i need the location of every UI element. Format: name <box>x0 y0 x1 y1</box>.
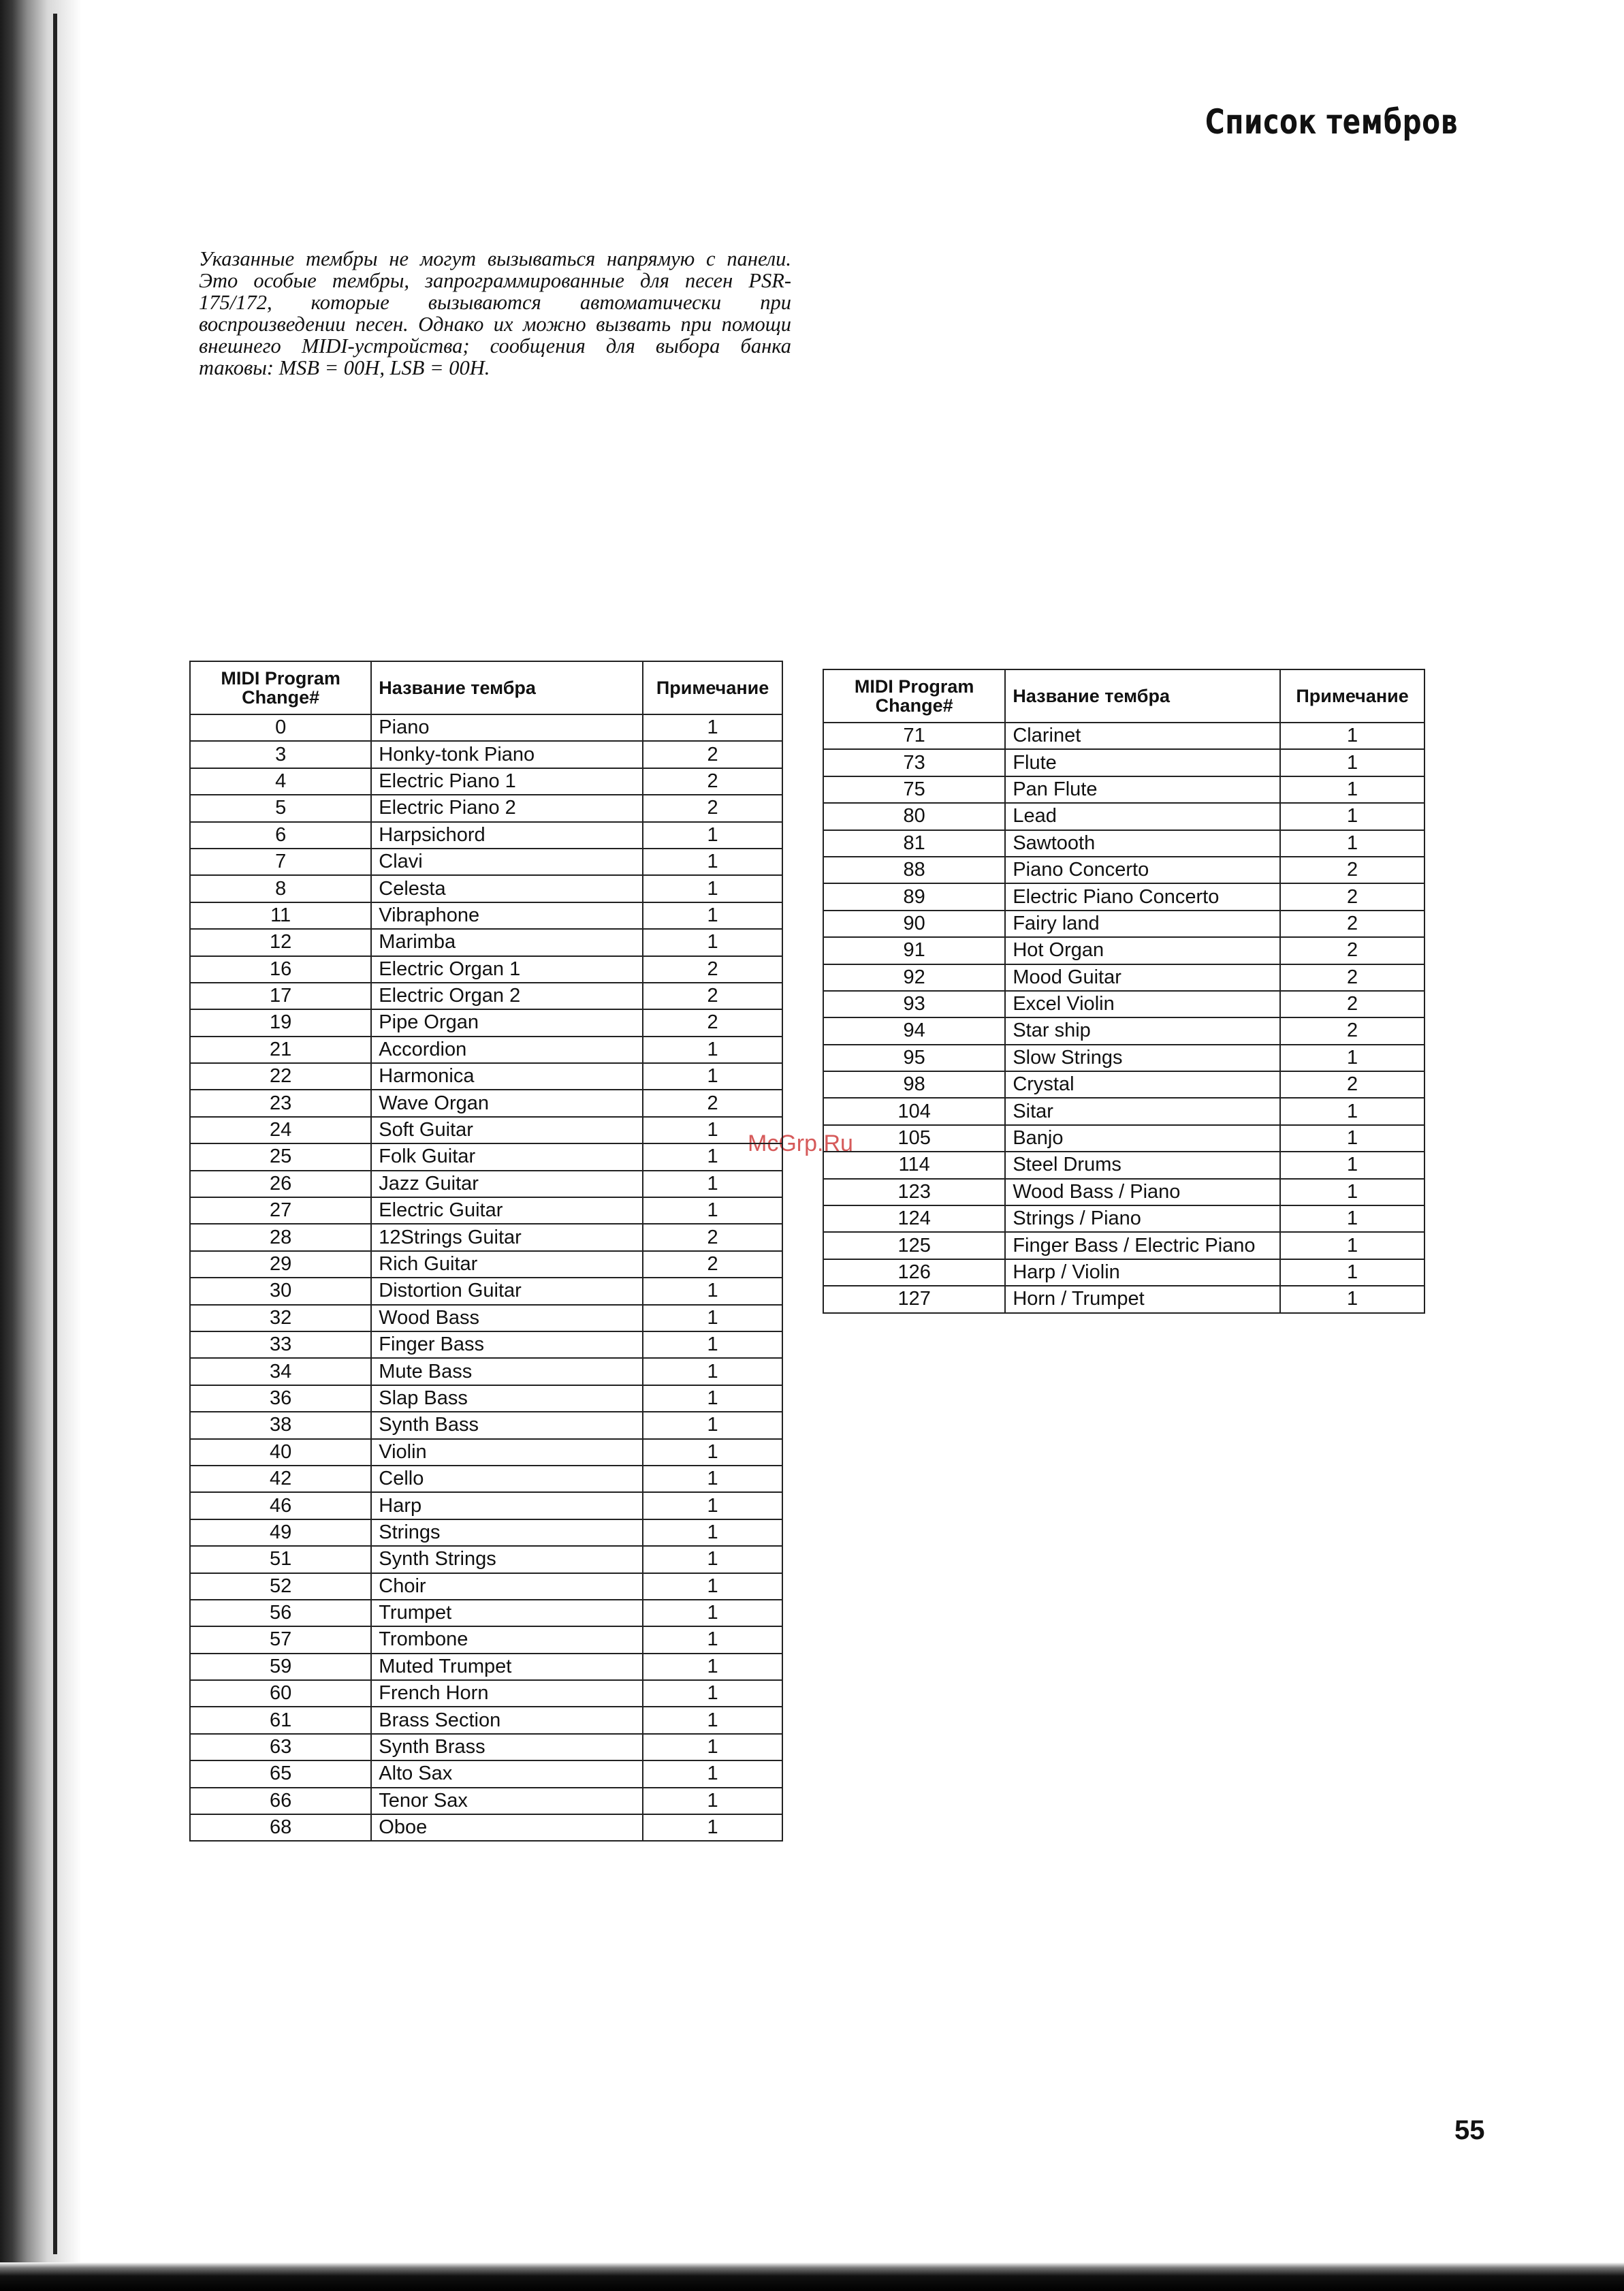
timbre-name-cell: Fairy land <box>1005 911 1280 937</box>
note-cell: 2 <box>643 1090 782 1116</box>
table-row <box>190 1197 782 1224</box>
table-row <box>190 795 782 821</box>
timbre-name-cell: Pan Flute <box>1005 776 1280 803</box>
timbre-name-cell: Accordion <box>371 1037 643 1063</box>
note-cell: 2 <box>643 956 782 983</box>
note-cell: 1 <box>643 1439 782 1466</box>
note-cell: 1 <box>643 902 782 929</box>
timbre-name-cell: Crystal <box>1005 1071 1280 1098</box>
timbre-name-cell: Trumpet <box>371 1600 643 1626</box>
table-row <box>190 929 782 955</box>
program-number-cell: 60 <box>190 1680 371 1707</box>
table-row <box>190 1492 782 1519</box>
timbre-name-cell: Wood Bass / Piano <box>1005 1179 1280 1205</box>
table-row <box>823 857 1424 883</box>
table-row <box>823 1205 1424 1232</box>
timbre-name-cell: Sawtooth <box>1005 830 1280 857</box>
note-cell: 1 <box>643 1519 782 1546</box>
note-cell: 2 <box>643 1009 782 1036</box>
timbre-name-cell: Violin <box>371 1439 643 1466</box>
note-cell: 1 <box>643 1654 782 1680</box>
table-row <box>823 803 1424 830</box>
note-cell: 1 <box>1280 1232 1424 1259</box>
note-cell: 1 <box>643 1680 782 1707</box>
timbre-name-cell: Oboe <box>371 1814 643 1841</box>
program-number-cell: 91 <box>823 937 1005 964</box>
table-row <box>190 822 782 849</box>
note-cell: 2 <box>1280 964 1424 991</box>
timbre-name-cell: Electric Piano Concerto <box>1005 883 1280 910</box>
table-row <box>190 1626 782 1653</box>
timbre-name-cell: Piano <box>371 714 643 741</box>
table-row <box>823 830 1424 857</box>
program-number-cell: 98 <box>823 1071 1005 1098</box>
timbre-name-cell: Harmonica <box>371 1063 643 1090</box>
timbre-name-cell: Tenor Sax <box>371 1788 643 1814</box>
table-row <box>190 1760 782 1787</box>
timbre-name-cell: Cello <box>371 1466 643 1492</box>
note-cell: 1 <box>643 1331 782 1358</box>
table-row <box>823 911 1424 937</box>
program-number-cell: 23 <box>190 1090 371 1116</box>
timbre-name-cell: Distortion Guitar <box>371 1278 643 1304</box>
timbre-name-cell: Slow Strings <box>1005 1045 1280 1071</box>
note-cell: 1 <box>643 1117 782 1143</box>
note-cell: 1 <box>643 929 782 955</box>
program-number-cell: 27 <box>190 1197 371 1224</box>
table-row <box>190 1358 782 1385</box>
timbre-name-cell: Harp <box>371 1492 643 1519</box>
header-note: Примечание <box>1280 669 1424 723</box>
program-number-cell: 63 <box>190 1734 371 1760</box>
note-cell: 1 <box>1280 1286 1424 1312</box>
program-number-cell: 59 <box>190 1654 371 1680</box>
note-cell: 1 <box>643 1760 782 1787</box>
timbre-name-cell: Rich Guitar <box>371 1251 643 1278</box>
timbre-name-cell: Lead <box>1005 803 1280 830</box>
timbre-name-cell: Synth Bass <box>371 1412 643 1438</box>
table-row <box>823 1071 1424 1098</box>
note-cell: 1 <box>1280 1259 1424 1286</box>
timbre-name-cell: Folk Guitar <box>371 1143 643 1170</box>
table-row <box>823 1259 1424 1286</box>
table-row <box>823 991 1424 1017</box>
note-cell: 1 <box>1280 776 1424 803</box>
note-cell: 1 <box>1280 1205 1424 1232</box>
program-number-cell: 126 <box>823 1259 1005 1286</box>
note-cell: 1 <box>643 1546 782 1573</box>
note-cell: 1 <box>1280 1098 1424 1124</box>
timbre-table-left <box>189 661 783 1842</box>
note-cell: 1 <box>643 1171 782 1197</box>
timbre-name-cell: French Horn <box>371 1680 643 1707</box>
timbre-name-cell: Vibraphone <box>371 902 643 929</box>
timbre-name-cell: Electric Organ 1 <box>371 956 643 983</box>
timbre-name-cell: Alto Sax <box>371 1760 643 1787</box>
table-row <box>190 1090 782 1116</box>
table-row <box>190 714 782 741</box>
note-cell: 2 <box>1280 883 1424 910</box>
table-row <box>190 1519 782 1546</box>
program-number-cell: 34 <box>190 1358 371 1385</box>
table-row <box>823 776 1424 803</box>
timbre-name-cell: Marimba <box>371 929 643 955</box>
program-number-cell: 93 <box>823 991 1005 1017</box>
note-cell: 2 <box>1280 991 1424 1017</box>
timbre-name-cell: Strings / Piano <box>1005 1205 1280 1232</box>
program-number-cell: 5 <box>190 795 371 821</box>
timbre-name-cell: Electric Piano 1 <box>371 768 643 795</box>
note-cell: 1 <box>643 1412 782 1438</box>
note-cell: 1 <box>1280 830 1424 857</box>
header-timbre-name: Название тембра <box>1005 669 1280 723</box>
note-cell: 1 <box>643 1278 782 1304</box>
table-row <box>823 1179 1424 1205</box>
program-number-cell: 66 <box>190 1788 371 1814</box>
timbre-name-cell: Synth Strings <box>371 1546 643 1573</box>
table-row <box>190 1412 782 1438</box>
table-row <box>190 1037 782 1063</box>
table-row <box>190 1171 782 1197</box>
note-cell: 1 <box>643 1492 782 1519</box>
table-row <box>190 1063 782 1090</box>
timbre-name-cell: Clavi <box>371 849 643 875</box>
note-cell: 1 <box>643 1063 782 1090</box>
table-row <box>190 768 782 795</box>
table-row <box>823 1232 1424 1259</box>
program-number-cell: 95 <box>823 1045 1005 1071</box>
timbre-name-cell: Excel Violin <box>1005 991 1280 1017</box>
intro-paragraph: Указанные тембры не могут вызываться напрямую с панели. Это особые тембры, запрограммированные для песен PSR-175/172, которые вызываются автоматически при воспроизведении песен. Однако их можно вызвать при помощи внешнего MIDI-устройства; сообщения для выбора банка таковы: MSB = 00H, LSB = 00H. <box>199 247 791 379</box>
table-row <box>190 1788 782 1814</box>
program-number-cell: 89 <box>823 883 1005 910</box>
timbre-name-cell: Steel Drums <box>1005 1152 1280 1178</box>
timbre-name-cell: Electric Organ 2 <box>371 983 643 1009</box>
program-number-cell: 46 <box>190 1492 371 1519</box>
note-cell: 1 <box>643 1707 782 1733</box>
note-cell: 2 <box>1280 937 1424 964</box>
note-cell: 1 <box>643 714 782 741</box>
table-row <box>190 1143 782 1170</box>
program-number-cell: 21 <box>190 1037 371 1063</box>
table-row <box>190 1546 782 1573</box>
timbre-table-right <box>823 669 1425 1314</box>
table-row <box>190 1466 782 1492</box>
program-number-cell: 42 <box>190 1466 371 1492</box>
table-row <box>190 1734 782 1760</box>
program-number-cell: 114 <box>823 1152 1005 1178</box>
note-cell: 1 <box>643 1358 782 1385</box>
timbre-name-cell: Brass Section <box>371 1707 643 1733</box>
note-cell: 1 <box>643 1626 782 1653</box>
table-row <box>190 1385 782 1412</box>
timbre-name-cell: Mood Guitar <box>1005 964 1280 991</box>
timbre-name-cell: 12Strings Guitar <box>371 1224 643 1250</box>
scan-bottom-shadow <box>0 2262 1624 2291</box>
timbre-name-cell: Wood Bass <box>371 1305 643 1331</box>
program-number-cell: 29 <box>190 1251 371 1278</box>
program-number-cell: 81 <box>823 830 1005 857</box>
table-row <box>190 1305 782 1331</box>
table-row <box>823 1098 1424 1124</box>
note-cell: 1 <box>643 822 782 849</box>
program-number-cell: 94 <box>823 1017 1005 1044</box>
table-row <box>823 749 1424 776</box>
program-number-cell: 68 <box>190 1814 371 1841</box>
program-number-cell: 7 <box>190 849 371 875</box>
program-number-cell: 65 <box>190 1760 371 1787</box>
table-row <box>190 902 782 929</box>
program-number-cell: 71 <box>823 723 1005 749</box>
table-row <box>823 964 1424 991</box>
table-row <box>190 1814 782 1841</box>
table-row <box>190 741 782 768</box>
program-number-cell: 73 <box>823 749 1005 776</box>
timbre-name-cell: Honky-tonk Piano <box>371 741 643 768</box>
note-cell: 1 <box>1280 1152 1424 1178</box>
header-note: Примечание <box>643 661 782 714</box>
program-number-cell: 16 <box>190 956 371 983</box>
timbre-name-cell: Choir <box>371 1573 643 1600</box>
timbre-name-cell: Horn / Trumpet <box>1005 1286 1280 1312</box>
timbre-name-cell: Banjo <box>1005 1125 1280 1152</box>
note-cell: 2 <box>1280 857 1424 883</box>
program-number-cell: 56 <box>190 1600 371 1626</box>
program-number-cell: 8 <box>190 875 371 902</box>
watermark: McGrp.Ru <box>748 1131 853 1156</box>
table-row <box>190 875 782 902</box>
table-row <box>190 1600 782 1626</box>
timbre-name-cell: Slap Bass <box>371 1385 643 1412</box>
timbre-name-cell: Strings <box>371 1519 643 1546</box>
timbre-name-cell: Harp / Violin <box>1005 1259 1280 1286</box>
note-cell: 1 <box>643 1385 782 1412</box>
timbre-name-cell: Soft Guitar <box>371 1117 643 1143</box>
scan-page-edge <box>53 14 57 2254</box>
note-cell: 2 <box>643 795 782 821</box>
timbre-name-cell: Finger Bass <box>371 1331 643 1358</box>
table-row <box>190 849 782 875</box>
header-timbre-name: Название тембра <box>371 661 643 714</box>
timbre-name-cell: Sitar <box>1005 1098 1280 1124</box>
program-number-cell: 0 <box>190 714 371 741</box>
table-row <box>190 1117 782 1143</box>
note-cell: 1 <box>643 1197 782 1224</box>
program-number-cell: 12 <box>190 929 371 955</box>
timbre-name-cell: Electric Piano 2 <box>371 795 643 821</box>
note-cell: 2 <box>643 1224 782 1250</box>
table-row <box>823 883 1424 910</box>
program-number-cell: 4 <box>190 768 371 795</box>
timbre-name-cell: Harpsichord <box>371 822 643 849</box>
timbre-name-cell: Pipe Organ <box>371 1009 643 1036</box>
program-number-cell: 61 <box>190 1707 371 1733</box>
program-number-cell: 11 <box>190 902 371 929</box>
program-number-cell: 17 <box>190 983 371 1009</box>
program-number-cell: 75 <box>823 776 1005 803</box>
program-number-cell: 123 <box>823 1179 1005 1205</box>
timbre-name-cell: Jazz Guitar <box>371 1171 643 1197</box>
program-number-cell: 125 <box>823 1232 1005 1259</box>
table-row <box>823 937 1424 964</box>
program-number-cell: 80 <box>823 803 1005 830</box>
note-cell: 1 <box>643 1037 782 1063</box>
note-cell: 1 <box>1280 1045 1424 1071</box>
table-row <box>190 1251 782 1278</box>
program-number-cell: 51 <box>190 1546 371 1573</box>
note-cell: 1 <box>1280 1125 1424 1152</box>
note-cell: 1 <box>643 1788 782 1814</box>
program-number-cell: 36 <box>190 1385 371 1412</box>
table-body-right <box>823 723 1424 1313</box>
table-row <box>190 956 782 983</box>
table-header-row <box>190 661 782 714</box>
table-row <box>823 1152 1424 1178</box>
table-row <box>190 983 782 1009</box>
note-cell: 1 <box>643 849 782 875</box>
timbre-name-cell: Synth Brass <box>371 1734 643 1760</box>
table-row <box>190 1680 782 1707</box>
program-number-cell: 104 <box>823 1098 1005 1124</box>
note-cell: 1 <box>643 1143 782 1170</box>
table-row <box>190 1439 782 1466</box>
program-number-cell: 52 <box>190 1573 371 1600</box>
program-number-cell: 105 <box>823 1125 1005 1152</box>
program-number-cell: 49 <box>190 1519 371 1546</box>
page-number: 55 <box>1454 2115 1485 2145</box>
timbre-name-cell: Piano Concerto <box>1005 857 1280 883</box>
scan-binding-shadow <box>0 0 89 2291</box>
program-number-cell: 24 <box>190 1117 371 1143</box>
table-row <box>190 1573 782 1600</box>
note-cell: 2 <box>643 1251 782 1278</box>
timbre-name-cell: Celesta <box>371 875 643 902</box>
note-cell: 2 <box>1280 1017 1424 1044</box>
program-number-cell: 3 <box>190 741 371 768</box>
page-title: Список тембров <box>1205 102 1459 142</box>
timbre-name-cell: Wave Organ <box>371 1090 643 1116</box>
program-number-cell: 33 <box>190 1331 371 1358</box>
note-cell: 1 <box>643 1734 782 1760</box>
program-number-cell: 19 <box>190 1009 371 1036</box>
table-body-left <box>190 714 782 1841</box>
table-row <box>190 1707 782 1733</box>
table-row <box>823 1017 1424 1044</box>
table-header-row <box>823 669 1424 723</box>
note-cell: 1 <box>643 1600 782 1626</box>
timbre-name-cell: Clarinet <box>1005 723 1280 749</box>
note-cell: 2 <box>1280 1071 1424 1098</box>
timbre-name-cell: Star ship <box>1005 1017 1280 1044</box>
table-row <box>190 1278 782 1304</box>
table-row <box>190 1224 782 1250</box>
note-cell: 1 <box>1280 749 1424 776</box>
note-cell: 1 <box>643 1305 782 1331</box>
note-cell: 1 <box>643 1466 782 1492</box>
note-cell: 1 <box>1280 803 1424 830</box>
program-number-cell: 32 <box>190 1305 371 1331</box>
note-cell: 2 <box>1280 911 1424 937</box>
program-number-cell: 28 <box>190 1224 371 1250</box>
header-program-change: MIDI Program Change# <box>823 669 1005 723</box>
note-cell: 1 <box>643 875 782 902</box>
program-number-cell: 25 <box>190 1143 371 1170</box>
note-cell: 2 <box>643 983 782 1009</box>
program-number-cell: 90 <box>823 911 1005 937</box>
program-number-cell: 22 <box>190 1063 371 1090</box>
timbre-name-cell: Finger Bass / Electric Piano <box>1005 1232 1280 1259</box>
note-cell: 2 <box>643 768 782 795</box>
note-cell: 1 <box>1280 723 1424 749</box>
note-cell: 1 <box>643 1573 782 1600</box>
program-number-cell: 6 <box>190 822 371 849</box>
timbre-name-cell: Muted Trumpet <box>371 1654 643 1680</box>
timbre-name-cell: Mute Bass <box>371 1358 643 1385</box>
table-row <box>190 1331 782 1358</box>
program-number-cell: 30 <box>190 1278 371 1304</box>
program-number-cell: 88 <box>823 857 1005 883</box>
table-row <box>190 1009 782 1036</box>
program-number-cell: 127 <box>823 1286 1005 1312</box>
program-number-cell: 57 <box>190 1626 371 1653</box>
program-number-cell: 124 <box>823 1205 1005 1232</box>
table-row <box>190 1654 782 1680</box>
note-cell: 1 <box>1280 1179 1424 1205</box>
timbre-name-cell: Hot Organ <box>1005 937 1280 964</box>
timbre-name-cell: Flute <box>1005 749 1280 776</box>
table-row <box>823 723 1424 749</box>
header-program-change: MIDI Program Change# <box>190 661 371 714</box>
program-number-cell: 40 <box>190 1439 371 1466</box>
note-cell: 1 <box>643 1814 782 1841</box>
program-number-cell: 92 <box>823 964 1005 991</box>
program-number-cell: 26 <box>190 1171 371 1197</box>
timbre-name-cell: Electric Guitar <box>371 1197 643 1224</box>
note-cell: 2 <box>643 741 782 768</box>
timbre-name-cell: Trombone <box>371 1626 643 1653</box>
table-row <box>823 1045 1424 1071</box>
program-number-cell: 38 <box>190 1412 371 1438</box>
table-row <box>823 1286 1424 1312</box>
table-row <box>823 1125 1424 1152</box>
